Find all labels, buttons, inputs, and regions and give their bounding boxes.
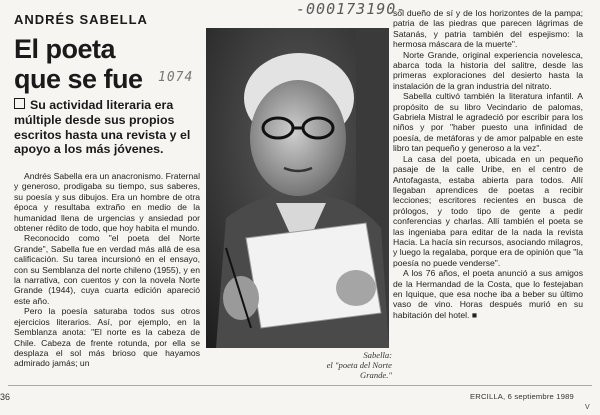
continuation-mark: V	[585, 404, 590, 411]
paragraph: sol dueño de sí y de los horizontes de la pampa; patria de las piedras que parecen lágrimas de Satanás, y patria también del espejismo: la hermosa máscara de la muerte".	[393, 8, 583, 50]
title-line-1: El poeta	[14, 34, 116, 64]
body-column-3	[393, 8, 583, 320]
photo-caption	[300, 350, 392, 380]
lead-text: Su actividad literaria era múltiple desde sus propios escritos hasta una revista y el apoyo a los más jóvenes.	[14, 98, 191, 157]
caption-line-2: el "poeta del Norte Grande."	[326, 360, 392, 380]
publication-source: ERCILLA, 6 septiembre 1989	[470, 392, 574, 401]
handwritten-note: 1074	[158, 70, 194, 85]
paragraph: Sabella cultivó también la literatura infantil. A propósito de su libro Vecindario de palomas, Gabriela Mistral le agradeció por escribir para los niños y por "haber puesto una infinidad de poesía, de metáforas y de amor palpable en este libro tan pequeño y generoso a la vez".	[393, 91, 583, 154]
paragraph: Pero la poesía saturaba todos sus otros ejercicios literarios. Así, por ejemplo, en la Semblanza anota: "El norte es la cabeza de Chile. Cabeza de frente rotunda, por ella se desplaza el sol más brioso que hayamos admirado jamás; un	[14, 306, 200, 369]
footer-divider	[8, 385, 592, 386]
portrait-image	[206, 28, 389, 348]
paragraph: A los 76 años, el poeta anunció a sus amigos de la Hermandad de la Costa, que lo festejaban en Iquique, que esa noche iba a beber su último vaso de vino. Horas después murió en su habitación del hotel. ■	[393, 268, 583, 320]
article-title	[14, 34, 143, 94]
article-author: ANDRÉS SABELLA	[14, 12, 148, 27]
caption-line-1: Sabella:	[363, 350, 392, 360]
page-number: 36	[0, 392, 11, 402]
paragraph: Andrés Sabella era un anacronismo. Fraternal y generoso, prodigaba su tiempo, sus saberes, su poesía y sus dibujos. Era un hombre de otra época y resultaba extraño en medio de la humanidad llena de urgencias y ansiedad por obtener rédito de todo, que hoy habita el mundo.	[14, 171, 200, 234]
title-line-2: que se fue	[14, 64, 143, 94]
paragraph: Reconocido como "el poeta del Norte Grande", Sabella fue en verdad más allá de esa calificación. Su tarea incursionó en el ensayo, con su Semblanza del norte chileno (1955), y en la narrativa, con cuentos y con la novela Norte Grande (1944), cuya cuarta edición apareció este año.	[14, 233, 200, 306]
square-bullet-icon	[14, 98, 25, 109]
body-column-1	[14, 171, 200, 369]
paragraph: La casa del poeta, ubicada en un pequeño pasaje de la calle Uribe, en el centro de Antofagasta, estaba abierta para todos. Allí llegaban aprendices de poetas a recibir lecciones; escritores recientes en busca de prólogos, y todo tipo de gente a pedir conferencias y charlas. Allí también el poeta se las ingeniaba para editar de la nada la revista Hacia. La hacía sin recursos, asociando milagros, y luego la regalaba, porque era de opinión que "la poesía no puede venderse".	[393, 153, 583, 268]
paragraph: Norte Grande, original experiencia novelesca, abarca toda la historia del salitre, desde las primeras exploraciones del desierto hasta la instalación de la gran industria del nitrato.	[393, 49, 583, 91]
article-lead	[14, 98, 200, 157]
handwritten-archive-code: -000173190-	[296, 0, 407, 18]
author-photo	[206, 28, 389, 348]
